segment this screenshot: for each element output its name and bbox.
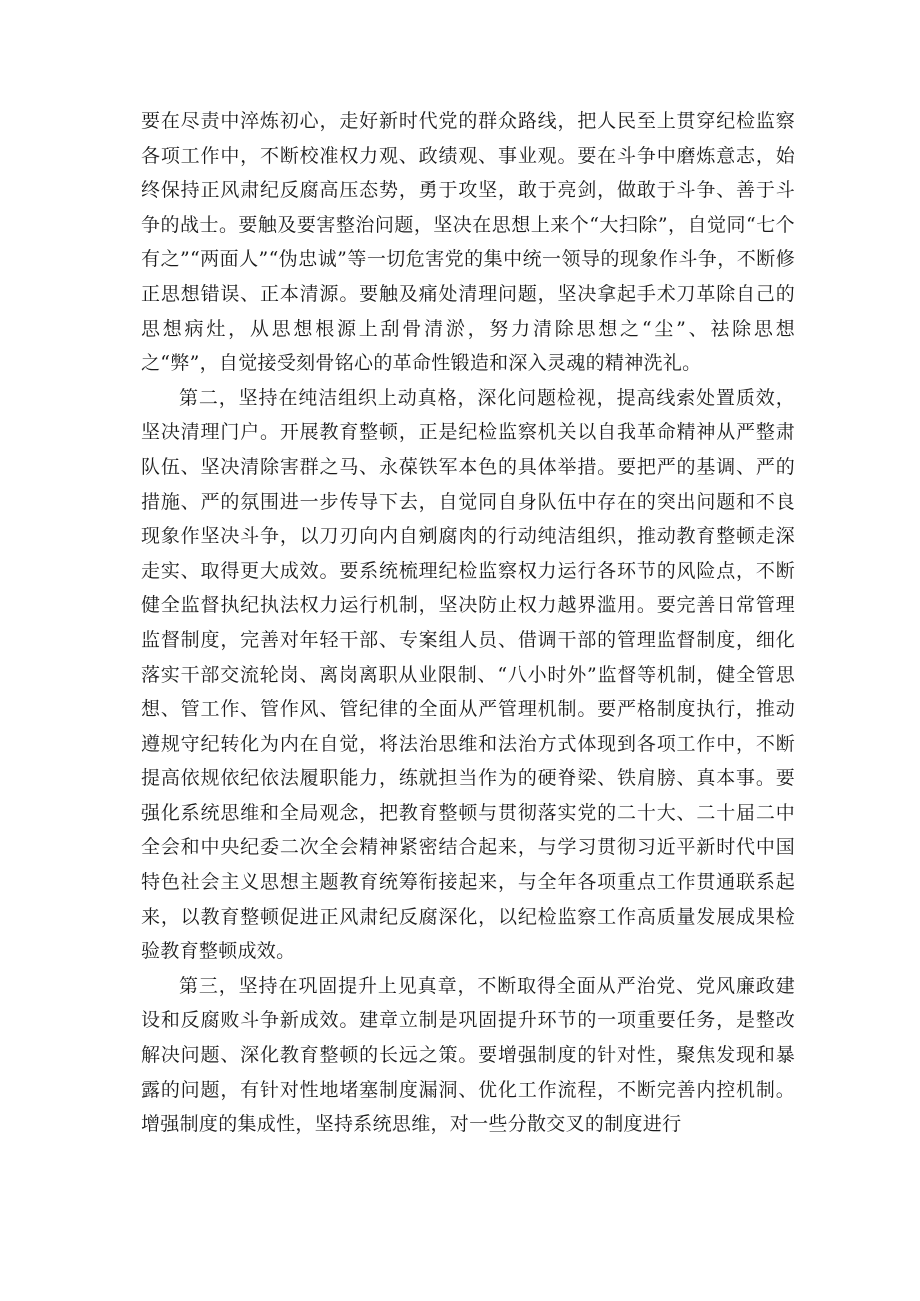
paragraph-third-point: 第三，坚持在巩固提升上见真章，不断取得全面从严治党、党风廉政建设和反腐败斗争新成效。建章立制是巩固提升环节的一项重要任务，是整改解决问题、深化教育整顿的长远之策。要增强制度的针对性，聚焦发现和暴露的问题，有针对性地堵塞制度漏洞、优化工作流程，不断完善内控机制。增强制度的集成性，坚持系统思维，对一些分散交叉的制度进行 [141,974,795,1136]
paragraph-continuation: 要在尽责中淬炼初心，走好新时代党的群众路线，把人民至上贯穿纪检监察各项工作中，不断校准权力观、政绩观、事业观。要在斗争中磨炼意志，始终保持正风肃纪反腐高压态势，勇于攻坚，敢于亮剑，做敢于斗争、善于斗争的战士。要触及要害整治问题，坚决在思想上来个“大扫除”，自觉同“七个有之”“两面人”“伪忠诚”等一切危害党的集中统一领导的现象作斗争，不断修正思想错误、正本清源。要触及痛处清理问题，坚决拿起手术刀革除自己的思想病灶，从思想根源上刮骨清淤，努力清除思想之“尘”、祛除思想之“弊”，自觉接受刻骨铭心的革命性锻造和深入灵魂的精神洗礼。 [141,110,795,375]
paragraph-second-point: 第二，坚持在纯洁组织上动真格，深化问题检视，提高线索处置质效，坚决清理门户。开展教育整顿，正是纪检监察机关以自我革命精神从严整肃队伍、坚决清除害群之马、永葆铁军本色的具体举措。要把严的基调、严的措施、严的氛围进一步传导下去，自觉同自身队伍中存在的突出问题和不良现象作坚决斗争，以刀刃向内自剜腐肉的行动纯洁组织，推动教育整顿走深走实、取得更大成效。要系统梳理纪检监察权力运行各环节的风险点，不断健全监督执纪执法权力运行机制，坚决防止权力越界滥用。要完善日常管理监督制度，完善对年轻干部、专案组人员、借调干部的管理监督制度，细化落实干部交流轮岗、离岗离职从业限制、“八小时外”监督等机制，健全管思想、管工作、管作风、管纪律的全面从严管理机制。要严格制度执行，推动遵规守纪转化为内在自觉，将法治思维和法治方式体现到各项工作中，不断提高依规依纪依法履职能力，练就担当作为的硬脊梁、铁肩膀、真本事。要强化系统思维和全局观念，把教育整顿与贯彻落实党的二十大、二十届二中全会和中央纪委二次全会精神紧密结合起来，与学习贯彻习近平新时代中国特色社会主义思想主题教育统筹衔接起来，与全年各项重点工作贯通联系起来，以教育整顿促进正风肃纪反腐深化，以纪检监察工作高质量发展成果检验教育整顿成效。 [141,386,795,963]
document-body [141,104,795,1142]
